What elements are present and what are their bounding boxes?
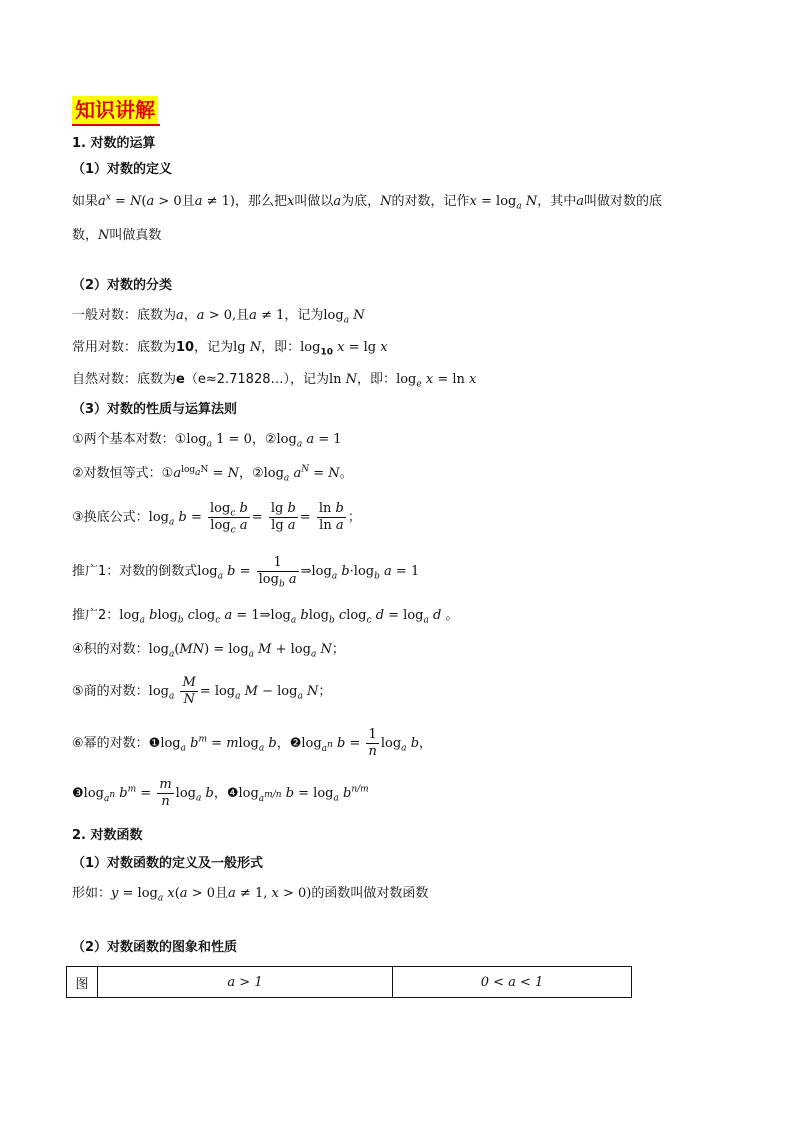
definition-line-1: 如果$a^x = N(a > 0$且a ≠ 1)，那么把x叫做以a为底，N的对数，记作$x = \log_a N$，其中a叫做对数的底 (72, 192, 663, 212)
table-cell-a-gt-1: a > 1 (98, 967, 393, 998)
section-title: 知识讲解 (72, 96, 158, 124)
subheading-function-definition: （1）对数函数的定义及一般形式 (72, 856, 264, 871)
property-power: ⑥幂的对数：$❶\log_a$ $b^m = mlog_a$ b，$❷\log_{a^n}$ b = $\frac{1}{n}$ $\log_a b$， (72, 727, 433, 759)
property-basic-logs: ①两个基本对数：$①\log_a$ 1 = 0，$②\log_a$ a = 1 (72, 432, 342, 450)
general-log: 一般对数：底数为a，a > 0,且a ≠ 1，记为$\log_a N$ (72, 308, 365, 326)
subheading-definition: （1）对数的定义 (72, 162, 173, 177)
property-change-of-base: ③换底公式：$\log_a b$ = $\frac{\log_c b}{\log_c a}$ = $\frac{\text{lg b}}{\text{lg a}}$ = $\frac{\text{ln b}}{\text{ln a}}$ ； (72, 501, 361, 536)
title-underline (72, 124, 160, 126)
table-cell-graph-label: 图 (67, 967, 98, 998)
heading-log-operations: 1. 对数的运算 (72, 136, 156, 151)
common-log: 常用对数：底数为10，记为lg N，即：$\log_{10} x = \lg x$ (72, 340, 388, 358)
definition-line-2: 数，N叫做真数 (72, 228, 162, 243)
extension-2: 推广2：$\log_a blog_b$ clog$_c$ $a = 1\Rightarrow\log_a$ blog$_b$ clog$_c$ $d = \log_a d$ 。 (72, 608, 459, 626)
natural-log: 自然对数：底数为e（e≈2.71828…），记为ln N，即：$\log_e x = \ln x$ (72, 372, 477, 390)
heading-log-function: 2. 对数函数 (72, 828, 143, 843)
property-product: ④积的对数：$\log_a(MN) = \log_a M + \log_a N$； (72, 642, 345, 660)
subheading-graph-properties: （2）对数函数的图象和性质 (72, 940, 238, 955)
subheading-properties: （3）对数的性质与运算法则 (72, 402, 238, 417)
property-power-2: $❸\log_{a^n}$ $b^m$ = $\frac{m}{n}$ $\log_a b$，$❹\log_{a^{m/n}}$ $b = \log_a b^{n/m}$ (72, 777, 369, 809)
table-cell-a-between-0-1: 0 < a < 1 (393, 967, 632, 998)
property-identity: ②对数恒等式：$①a^{log_aN} = N$，$②\log_a$ $a^N = N$。 (72, 464, 353, 484)
function-properties-table (66, 966, 632, 998)
function-form: 形如：$y = \log_a x(a > 0$且a ≠ 1, x > 0)的函数叫做对数函数 (72, 886, 429, 904)
table-row (67, 967, 632, 998)
extension-1: 推广1：对数的倒数式$\log_a b$ = $\frac{1}{\log_b a}$ $\Rightarrow\log_a$ $b\cdot\log_b$ a = 1 (72, 555, 420, 590)
property-quotient: ⑤商的对数：$\log_a$ $\frac{M}{N}$ = $\log_a M - \log_a N$； (72, 675, 332, 707)
subheading-classification: （2）对数的分类 (72, 278, 173, 293)
